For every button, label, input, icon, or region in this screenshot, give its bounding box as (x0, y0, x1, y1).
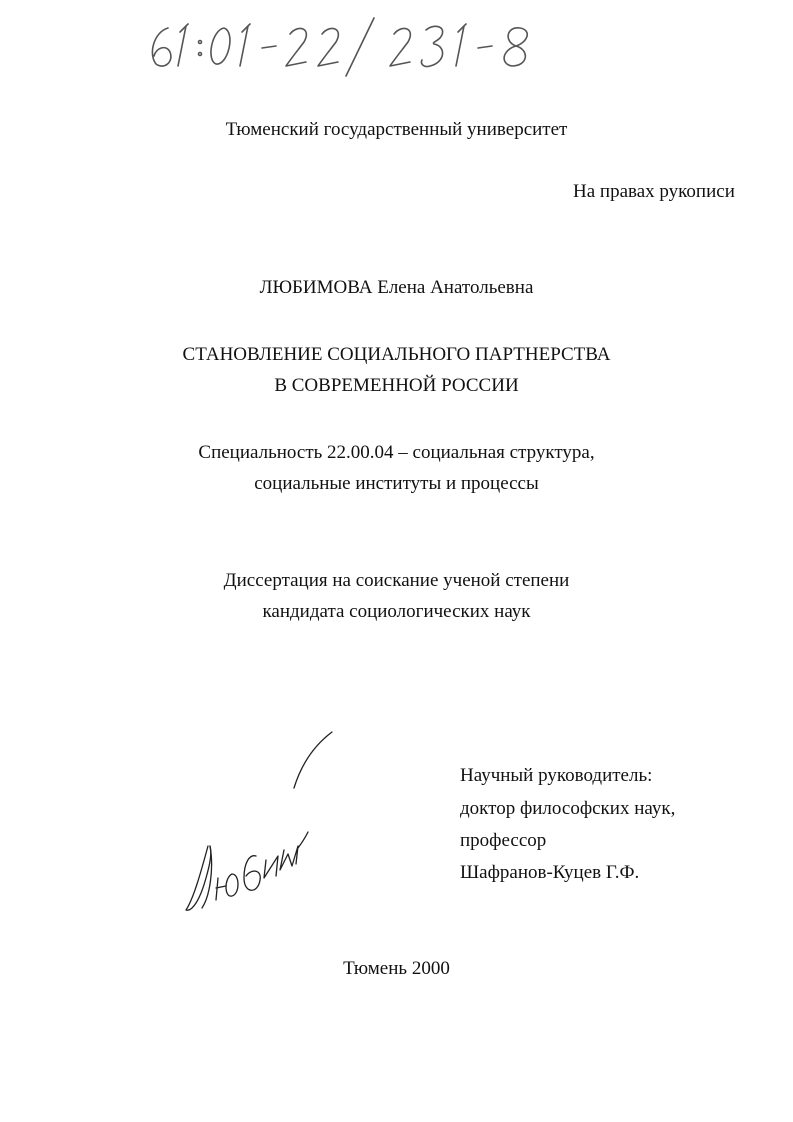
specialty-line-1: Специальность 22.00.04 – социальная структура, (198, 442, 595, 463)
supervisor-degree: доктор философских наук, (460, 798, 676, 819)
signature-text: Любим (180, 728, 184, 729)
place-and-year: Тюмень 2000 (343, 958, 450, 979)
author-signature (180, 728, 350, 918)
handwritten-code-text: 61:01-22/231-8 (140, 10, 147, 11)
author-name: ЛЮБИМОВА Елена Анатольевна (259, 277, 534, 298)
university-name: Тюменский государственный университет (225, 119, 568, 140)
degree-line-2: кандидата социологических наук (262, 601, 531, 622)
handwritten-archive-code (140, 10, 570, 80)
dissertation-title-line-2: В СОВРЕМЕННОЙ РОССИИ (274, 375, 519, 396)
manuscript-note: На правах рукописи (573, 181, 735, 202)
degree-line-1: Диссертация на соискание ученой степени (223, 570, 570, 591)
supervisor-title: профессор (460, 830, 547, 851)
supervisor-role: Научный руководитель: (460, 765, 653, 786)
specialty-line-2: социальные институты и процессы (254, 473, 539, 494)
dissertation-title-line-1: СТАНОВЛЕНИЕ СОЦИАЛЬНОГО ПАРТНЕРСТВА (182, 344, 611, 365)
supervisor-name: Шафранов-Куцев Г.Ф. (460, 862, 640, 883)
